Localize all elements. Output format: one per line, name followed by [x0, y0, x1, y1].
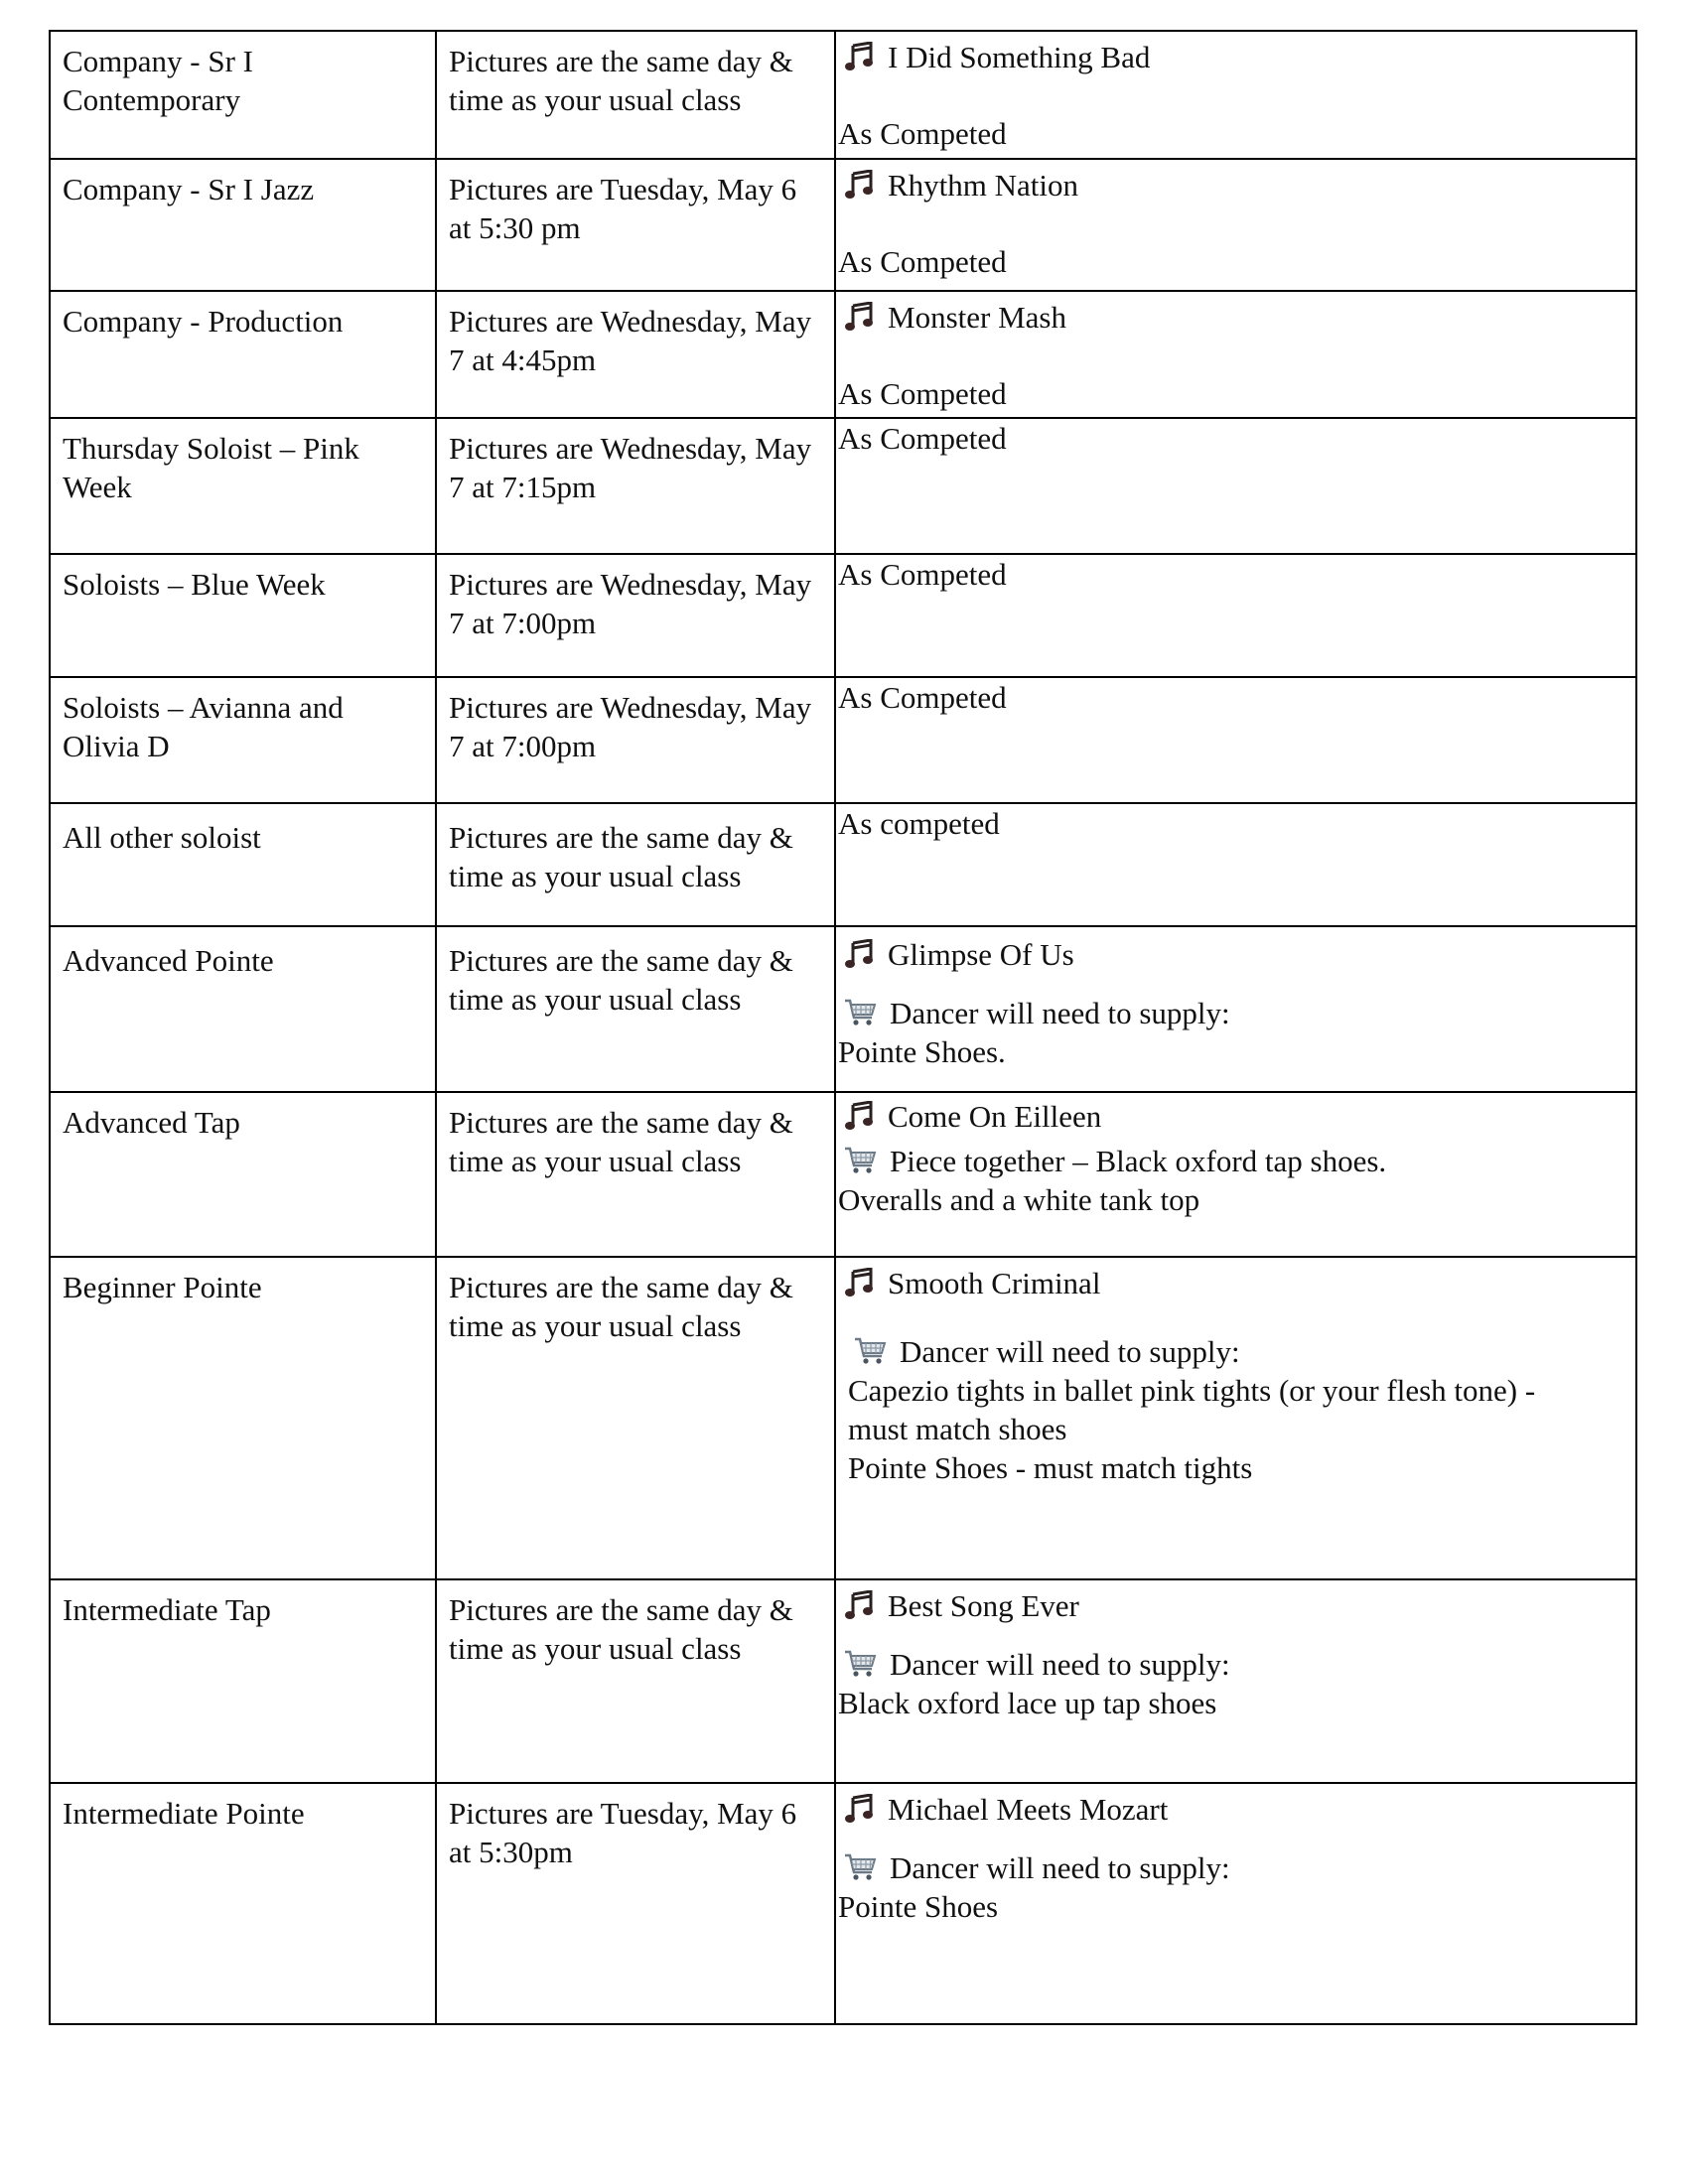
shopping-cart-icon [844, 1146, 878, 1175]
song-title: Glimpse Of Us [888, 937, 1074, 972]
pictures-cell [436, 418, 835, 554]
class-name: Soloists – Avianna and Olivia D [63, 690, 344, 763]
song-title: Michael Meets Mozart [888, 1792, 1169, 1827]
details-cell [835, 677, 1636, 803]
class-name: Company - Production [63, 304, 344, 339]
pictures-cell [436, 31, 835, 159]
class-name: Company - Sr I Jazz [63, 172, 315, 206]
table-row [50, 291, 1636, 418]
class-name-cell [50, 418, 436, 554]
pictures-info: Pictures are the same day & time as your usual class [449, 820, 793, 893]
song-title: Rhythm Nation [888, 168, 1079, 203]
supply-item: Pointe Shoes - must match tights [848, 1450, 1253, 1485]
costume-line: As Competed [838, 557, 1007, 592]
details-cell [835, 159, 1636, 291]
pictures-info: Pictures are Wednesday, May 7 at 7:00pm [449, 690, 812, 763]
song-title: Monster Mash [888, 300, 1066, 335]
supply-item: Pointe Shoes. [838, 1034, 1006, 1069]
class-name: Beginner Pointe [63, 1270, 262, 1304]
music-note-icon [844, 1101, 876, 1131]
supply-heading: Dancer will need to supply: [890, 996, 1230, 1030]
song-title: Best Song Ever [888, 1588, 1079, 1623]
pictures-cell [436, 291, 835, 418]
class-name-cell [50, 291, 436, 418]
details-cell [835, 554, 1636, 677]
pictures-cell [436, 803, 835, 926]
song-line [838, 298, 1635, 337]
costume-line: As competed [838, 806, 1000, 841]
shopping-cart-icon [854, 1336, 888, 1366]
pictures-cell [436, 554, 835, 677]
class-name: Soloists – Blue Week [63, 567, 326, 602]
song-title: Smooth Criminal [888, 1266, 1101, 1300]
pictures-cell [436, 926, 835, 1092]
supply-heading-line [838, 1848, 1635, 1887]
pictures-cell [436, 677, 835, 803]
music-note-icon [844, 42, 876, 71]
details-cell [835, 926, 1636, 1092]
pictures-info: Pictures are the same day & time as your usual class [449, 1270, 793, 1343]
table-row [50, 1257, 1636, 1579]
table-row [50, 418, 1636, 554]
supply-heading: Piece together – Black oxford tap shoes. [890, 1144, 1387, 1178]
costume-line: As Competed [838, 376, 1007, 411]
table-row [50, 159, 1636, 291]
song-title: Come On Eilleen [888, 1099, 1102, 1134]
pictures-info: Pictures are Wednesday, May 7 at 7:15pm [449, 431, 812, 504]
pictures-info: Pictures are Tuesday, May 6 at 5:30pm [449, 1796, 797, 1869]
supply-heading-line [838, 1332, 1635, 1371]
table-row [50, 554, 1636, 677]
supply-heading-line [838, 1645, 1635, 1684]
details-cell [835, 1579, 1636, 1783]
class-name: Advanced Pointe [63, 943, 274, 978]
details-cell [835, 31, 1636, 159]
song-title: I Did Something Bad [888, 40, 1151, 74]
details-cell [835, 1257, 1636, 1579]
song-line [838, 1264, 1635, 1302]
pictures-cell [436, 159, 835, 291]
shopping-cart-icon [844, 998, 878, 1027]
music-note-icon [844, 302, 876, 332]
details-cell [835, 803, 1636, 926]
class-name: Intermediate Tap [63, 1592, 271, 1627]
pictures-cell [436, 1579, 835, 1783]
class-name-cell [50, 1257, 436, 1579]
music-note-icon [844, 1268, 876, 1297]
song-line [838, 38, 1635, 76]
costume-line: As Competed [838, 680, 1007, 715]
details-cell [835, 291, 1636, 418]
class-name: All other soloist [63, 820, 261, 855]
class-name: Company - Sr I Contemporary [63, 44, 254, 117]
supply-item: Black oxford lace up tap shoes [838, 1686, 1217, 1720]
class-name-cell [50, 803, 436, 926]
pictures-info: Pictures are Tuesday, May 6 at 5:30 pm [449, 172, 797, 245]
supply-item: Overalls and a white tank top [838, 1182, 1200, 1217]
shopping-cart-icon [844, 1852, 878, 1882]
table-row [50, 1092, 1636, 1257]
class-name-cell [50, 31, 436, 159]
class-name-cell [50, 1783, 436, 2024]
class-name: Advanced Tap [63, 1105, 240, 1140]
costume-line: As Competed [838, 116, 1007, 151]
pictures-cell [436, 1092, 835, 1257]
class-name-cell [50, 677, 436, 803]
music-note-icon [844, 1590, 876, 1620]
details-cell [835, 1092, 1636, 1257]
supply-heading: Dancer will need to supply: [900, 1334, 1240, 1369]
class-name-cell [50, 1579, 436, 1783]
class-name-cell [50, 926, 436, 1092]
pictures-info: Pictures are the same day & time as your usual class [449, 943, 793, 1017]
supply-item: Pointe Shoes [838, 1889, 999, 1924]
class-name-cell [50, 554, 436, 677]
costume-line: As Competed [838, 244, 1007, 279]
class-name-cell [50, 1092, 436, 1257]
table-row [50, 926, 1636, 1092]
pictures-info: Pictures are Wednesday, May 7 at 4:45pm [449, 304, 812, 377]
class-name: Intermediate Pointe [63, 1796, 305, 1831]
class-name: Thursday Soloist – Pink Week [63, 431, 359, 504]
pictures-info: Pictures are the same day & time as your usual class [449, 44, 793, 117]
song-line [838, 1097, 1635, 1136]
shopping-cart-icon [844, 1649, 878, 1679]
music-note-icon [844, 939, 876, 969]
supply-heading-line [838, 994, 1635, 1032]
table-row [50, 803, 1636, 926]
supply-heading: Dancer will need to supply: [890, 1850, 1230, 1885]
song-line [838, 1586, 1635, 1625]
table-row [50, 1783, 1636, 2024]
details-cell [835, 1783, 1636, 2024]
song-line [838, 1790, 1635, 1829]
music-note-icon [844, 170, 876, 200]
costume-line: As Competed [838, 421, 1007, 456]
table-row [50, 677, 1636, 803]
class-name-cell [50, 159, 436, 291]
supply-heading-line [838, 1142, 1635, 1180]
supply-heading: Dancer will need to supply: [890, 1647, 1230, 1682]
song-line [838, 166, 1635, 205]
details-cell [835, 418, 1636, 554]
pictures-info: Pictures are Wednesday, May 7 at 7:00pm [449, 567, 812, 640]
pictures-cell [436, 1257, 835, 1579]
supply-item: Capezio tights in ballet pink tights (or your flesh tone) - must match shoes [848, 1373, 1536, 1446]
pictures-cell [436, 1783, 835, 2024]
pictures-info: Pictures are the same day & time as your usual class [449, 1105, 793, 1178]
table-row [50, 31, 1636, 159]
pictures-info: Pictures are the same day & time as your usual class [449, 1592, 793, 1666]
table-row [50, 1579, 1636, 1783]
song-line [838, 935, 1635, 974]
music-note-icon [844, 1794, 876, 1824]
recital-schedule-table [49, 30, 1637, 2025]
